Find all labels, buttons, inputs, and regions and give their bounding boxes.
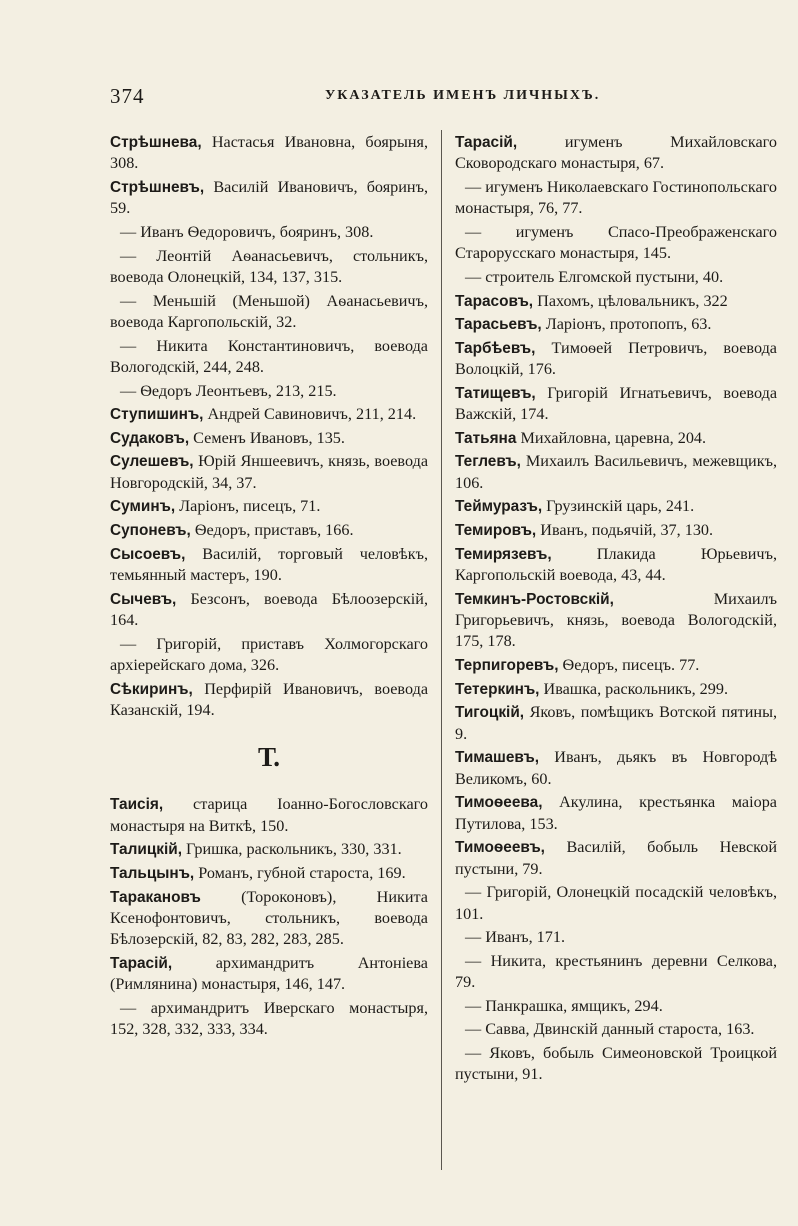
entry-text: Михаилъ Григорьевичъ, князь, воевода Вологодскій, 175, 178. [455, 589, 777, 651]
index-subentry [110, 336, 428, 379]
entry-headword: Темировъ, [455, 521, 537, 539]
entry-headword: Таисія, [110, 796, 164, 814]
index-entry [455, 383, 777, 426]
entry-text: — игуменъ Спасо-Преображенскаго Старорусскаго монастыря, 145. [455, 223, 777, 263]
index-subentry [110, 246, 428, 289]
entry-headword: Темкинъ-Ростовскій, [455, 590, 614, 608]
index-subentry [110, 291, 428, 334]
index-entry [455, 496, 777, 517]
entry-text: Ѳедоръ, писецъ. 77. [558, 655, 700, 674]
index-subentry [110, 634, 428, 677]
entry-text: (Тороконовъ), Никита Ксенофонтовичъ, стольникъ, воевода Бѣлозерскій, 82, 83, 282, 283, 285. [110, 887, 428, 949]
page-number: 374 [110, 84, 145, 108]
entry-text: — Леонтій Аѳанасьевичъ, стольникъ, воевода Олонецкій, 134, 137, 315. [110, 246, 428, 286]
index-entry [110, 428, 428, 449]
index-entry [110, 520, 428, 541]
entry-text: Василій, бобыль Невской пустыни, 79. [455, 838, 777, 878]
index-entry [455, 679, 777, 700]
index-entry [455, 451, 777, 494]
entry-headword: Тарасій, [110, 954, 173, 972]
entry-text: Семенъ Ивановъ, 135. [189, 428, 345, 447]
entry-text: — Панкрашка, ямщикъ, 294. [465, 996, 663, 1015]
index-entry [110, 177, 428, 220]
index-entry [110, 679, 428, 722]
index-entry [455, 132, 777, 175]
entry-headword: Тарасьевъ, [455, 316, 542, 334]
entry-text: — архимандритъ Иверскаго монастыря, 152, 328, 332, 333, 334. [110, 998, 428, 1039]
index-subentry [110, 222, 428, 243]
entry-text: Пахомъ, цѣловальникъ, 322 [533, 291, 728, 310]
entry-headword: Тимоѳеева, [455, 794, 543, 812]
index-entry [110, 496, 428, 517]
index-subentry [455, 927, 777, 948]
index-entry [110, 953, 428, 996]
index-entry [455, 837, 777, 880]
index-entry [455, 338, 777, 381]
entry-text: Безсонъ, воевода Бѣлоозерскій, 164. [110, 589, 428, 629]
entry-text: Акулина, крестьянка маіора Путилова, 153. [455, 793, 777, 833]
entry-headword: Тетеркинъ, [455, 680, 540, 698]
entry-text: — игуменъ Николаевскаго Гостинопольскаго монастыря, 76, 77. [455, 178, 777, 218]
entry-headword: Татищевъ, [455, 384, 536, 402]
entry-text: Михаилъ Васильевичъ, межевщикъ, 106. [455, 452, 777, 492]
entry-text: Ивашка, раскольникъ, 299. [539, 679, 728, 698]
index-entry [455, 589, 777, 653]
index-entry [455, 544, 777, 587]
index-subentry [110, 998, 428, 1041]
entry-text: — Иванъ Ѳедоровичъ, бояринъ, 308. [120, 223, 374, 241]
entry-text: Михайловна, царевна, 204. [516, 428, 707, 447]
index-subentry [110, 381, 428, 402]
index-subentry [455, 1043, 777, 1086]
entry-text: — Никита Константиновичъ, воевода Вологодскій, 244, 248. [110, 336, 428, 376]
index-entry [110, 589, 428, 632]
entry-text: — Яковъ, бобыль Симеоновской Троицкой пустыни, 91. [455, 1043, 777, 1084]
index-entry [110, 404, 428, 425]
entry-text: Плакида Юрьевичъ, Каргопольскій воевода, 43, 44. [455, 544, 777, 584]
entry-text: Гришка, раскольникъ, 330, 331. [182, 840, 402, 859]
entry-text: Настасья Ивановна, боярыня, 308. [110, 133, 428, 173]
entry-text: — Ѳедоръ Леонтьевъ, 213, 215. [120, 381, 337, 400]
index-entry [110, 887, 428, 951]
index-entry [455, 747, 777, 790]
right-entries [455, 132, 777, 1086]
entry-headword: Сысоевъ, [110, 545, 186, 563]
entry-headword: Теймуразъ, [455, 498, 543, 516]
entry-text: Василій Ивановичъ, бояринъ, 59. [110, 178, 428, 218]
entry-headword: Тарасовъ, [455, 292, 534, 310]
entry-text: Иванъ, дьякъ въ Новгородѣ Великомъ, 60. [455, 748, 777, 788]
right-column [455, 132, 777, 1088]
entry-text: старица Іоанно-Богословскаго монастыря на Виткѣ, 150. [110, 795, 428, 835]
entry-text: Грузинскій царь, 241. [542, 497, 695, 516]
entry-headword: Сычевъ, [110, 590, 177, 608]
entry-headword: Терпигоревъ, [455, 656, 559, 674]
entry-headword: Талицкій, [110, 841, 182, 859]
entry-text: Яковъ, помѣщикъ Вотской пятины, 9. [455, 703, 777, 743]
index-entry [110, 451, 428, 494]
left-t-entries [110, 794, 428, 1040]
index-entry [455, 702, 777, 745]
entry-text: Перфирій Ивановичъ, воевода Казанскій, 194. [110, 679, 428, 719]
entry-headword: Стрѣшневъ, [110, 179, 205, 196]
index-subentry [455, 1019, 777, 1040]
index-entry [455, 792, 777, 835]
index-entry [110, 839, 428, 860]
page-header [110, 84, 765, 110]
entry-text: Григорій Игнатьевичъ, воевода Важскій, 174. [455, 383, 777, 424]
entry-headword: Суминъ, [110, 498, 176, 516]
entry-text: — Савва, Двинскій данный староста, 163. [465, 1020, 755, 1039]
index-entry [110, 794, 428, 837]
index-entry [110, 863, 428, 884]
entry-headword: Татьяна [455, 429, 517, 447]
index-entry [455, 655, 777, 676]
entry-headword: Супоневъ, [110, 521, 191, 539]
index-subentry [455, 882, 777, 925]
entry-headword: Тарасій, [455, 134, 518, 151]
entry-text: Ларіонъ, писецъ, 71. [175, 497, 321, 516]
entry-text: Иванъ, подьячій, 37, 130. [536, 520, 714, 539]
entry-text: — Меньшій (Меньшой) Аѳанасьевичъ, воевода Каргопольскій, 32. [110, 291, 428, 331]
entry-headword: Темирязевъ, [455, 545, 552, 563]
index-subentry [455, 267, 777, 288]
column-divider [441, 130, 442, 1170]
entry-text: Романъ, губной староста, 169. [194, 863, 406, 882]
entry-text: Андрей Савиновичъ, 211, 214. [203, 405, 417, 424]
index-entry [455, 314, 777, 335]
entry-headword: Тимоѳеевъ, [455, 839, 545, 857]
left-s-entries [110, 132, 428, 721]
index-subentry [455, 996, 777, 1017]
entry-headword: Теглевъ, [455, 453, 521, 471]
running-head: УКАЗАТЕЛЬ ИМЕНЪ ЛИЧНЫХЪ. [325, 88, 601, 103]
entry-headword: Сѣкиринъ, [110, 680, 193, 698]
index-subentry [455, 951, 777, 994]
index-entry [455, 291, 777, 312]
index-subentry [455, 177, 777, 220]
entry-text: Василій, торговый человѣкъ, темьянный мастеръ, 190. [110, 544, 428, 584]
entry-headword: Тальцынъ, [110, 864, 195, 882]
entry-text: Тимоѳей Петровичъ, воевода Волоцкій, 176. [455, 338, 777, 379]
entry-headword: Тигоцкій, [455, 704, 525, 722]
entry-text: — Григорій, Олонецкій посадскій человѣкъ, 101. [455, 883, 777, 923]
entry-headword: Судаковъ, [110, 429, 190, 447]
entry-text: — строитель Елгомской пустыни, 40. [465, 268, 724, 286]
entry-headword: Тимашевъ, [455, 749, 539, 767]
index-subentry [455, 222, 777, 265]
entry-headword: Таракановъ [110, 888, 201, 906]
entry-headword: Стрѣшнева, [110, 134, 202, 151]
entry-headword: Ступишинъ, [110, 406, 204, 424]
entry-text: архимандритъ Антоніева (Римлянина) монастыря, 146, 147. [110, 953, 428, 994]
entry-text: Ларіонъ, протопопъ, 63. [541, 315, 712, 334]
left-column [110, 132, 428, 1043]
letter-heading-t: Т. [257, 742, 281, 773]
entry-text: — Григорій, приставъ Холмогорскаго архіерейскаго дома, 326. [110, 634, 428, 674]
entry-text: Юрій Яншеевичъ, князь, воевода Новгородскій, 34, 37. [110, 452, 428, 492]
index-entry [455, 520, 777, 541]
entry-text: — Иванъ, 171. [465, 928, 565, 947]
entry-headword: Тарбѣевъ, [455, 339, 536, 357]
entry-headword: Сулешевъ, [110, 453, 194, 471]
entry-text: — Никита, крестьянинъ деревни Селкова, 79. [455, 951, 777, 992]
index-entry [110, 132, 428, 175]
index-entry [110, 544, 428, 587]
entry-text: игуменъ Михайловскаго Сковородскаго монастыря, 67. [455, 133, 777, 173]
entry-text: Ѳедоръ, приставъ, 166. [190, 520, 354, 539]
index-entry [455, 428, 777, 449]
